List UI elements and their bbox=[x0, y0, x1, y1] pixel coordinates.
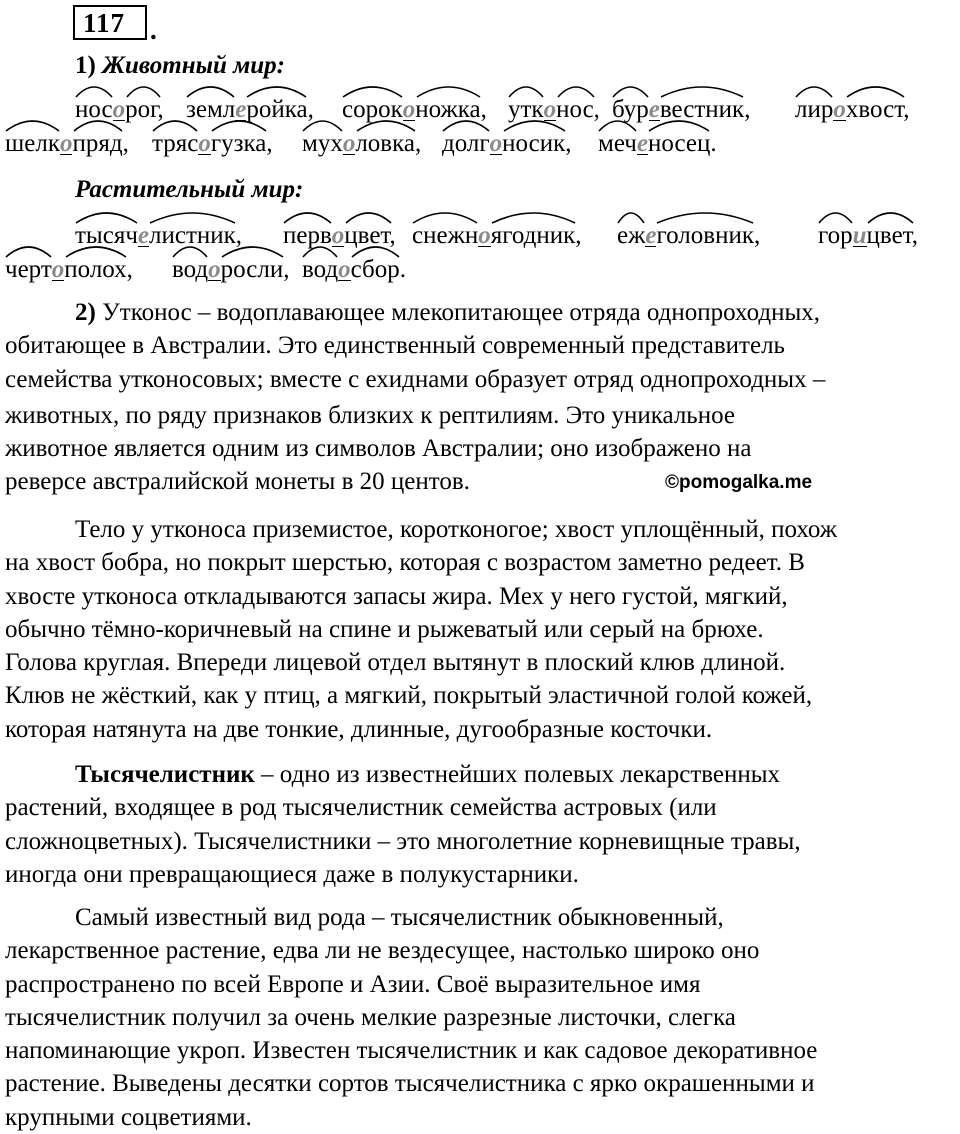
exercise-number-dot: . bbox=[150, 15, 158, 45]
root-part: долг bbox=[442, 130, 490, 157]
root-arc bbox=[345, 208, 392, 224]
root-part: цвет, bbox=[344, 222, 396, 249]
text-line: иногда они превращающиеся даже в полукустарники. bbox=[5, 860, 579, 888]
compound-word bbox=[412, 222, 582, 250]
linking-vowel: е bbox=[636, 130, 648, 157]
linking-vowel: о bbox=[489, 130, 503, 157]
paragraph-platypus-body bbox=[5, 513, 960, 746]
root-part: рог, bbox=[125, 96, 164, 123]
root-arc bbox=[598, 116, 637, 132]
root-arc bbox=[211, 116, 267, 132]
root-arc bbox=[442, 116, 490, 132]
root-arc bbox=[867, 208, 914, 224]
linking-vowel: е bbox=[137, 222, 149, 249]
root-part: полох, bbox=[64, 256, 133, 283]
text-line: сложноцветных). Тысячелистники – это многолетние корневищные травы, bbox=[5, 827, 801, 855]
watermark: ©pomogalka.me bbox=[665, 472, 813, 493]
animal-heading bbox=[75, 52, 285, 80]
paragraph-yarrow-intro bbox=[5, 758, 960, 891]
text-line: – одно из известнейших полевых лекарственных bbox=[254, 761, 781, 788]
root-part: лир bbox=[795, 96, 834, 123]
root-arc bbox=[172, 242, 208, 258]
section-2-number: 2) bbox=[75, 299, 96, 326]
text-line: животных, по ряду признаков близких к рептилиям. Это уникальное bbox=[5, 401, 735, 429]
root-part: земл bbox=[186, 96, 236, 123]
exercise-number-box bbox=[73, 5, 158, 45]
text-line: обитающее в Австралии. Это единственный современный представитель bbox=[5, 332, 785, 360]
text-line: животное является одним из символов Австралии; оно изображено на bbox=[5, 435, 752, 463]
root-part: хвост, bbox=[845, 96, 910, 123]
plant-heading-title: Растительный мир: bbox=[75, 176, 304, 203]
root-part: росли, bbox=[220, 256, 290, 283]
root-part: гор bbox=[818, 222, 853, 249]
root-part: меч bbox=[598, 130, 637, 157]
linking-vowel: о bbox=[478, 222, 491, 249]
text-line: растение. Выведены десятки сортов тысячелистника с ярко окрашенными и bbox=[5, 1070, 815, 1098]
root-arc bbox=[416, 82, 481, 98]
linking-vowel: о bbox=[338, 256, 351, 283]
root-arc bbox=[818, 208, 853, 224]
root-arc bbox=[648, 116, 710, 132]
yarrow-term: Тысячелистник bbox=[75, 761, 255, 788]
compound-word bbox=[302, 130, 421, 158]
root-part: пряд, bbox=[72, 130, 129, 157]
linking-vowel: о bbox=[331, 222, 345, 249]
root-arc bbox=[246, 82, 307, 98]
text-line: напоминающие укроп. Известен тысячелистник и как садовое декоративное bbox=[5, 1037, 818, 1065]
root-arc bbox=[221, 242, 284, 258]
text-line: тысячелистник получил за очень мелкие разрезные листочки, слегка bbox=[5, 1003, 736, 1031]
root-part: еж bbox=[617, 222, 646, 249]
linking-vowel: е bbox=[648, 96, 660, 123]
root-part: головник, bbox=[656, 222, 761, 249]
text-line: на хвост бобра, но покрыт шерстью, которая с возрастом заметно редеет. В bbox=[5, 549, 805, 577]
linking-vowel: о bbox=[342, 130, 356, 157]
compound-word bbox=[302, 256, 406, 284]
root-arc bbox=[152, 116, 198, 132]
root-part: листник, bbox=[149, 222, 243, 249]
text-line: Клюв не жёсткий, как у птиц, а мягкий, покрытый эластичной голой кожей, bbox=[5, 682, 813, 710]
root-part: носец. bbox=[647, 130, 717, 157]
root-arc bbox=[342, 82, 403, 98]
root-arc bbox=[557, 82, 595, 98]
compound-word bbox=[795, 96, 910, 124]
root-arc bbox=[612, 82, 649, 98]
root-part: ройка, bbox=[246, 96, 314, 123]
compound-word bbox=[598, 130, 717, 158]
linking-vowel: о bbox=[402, 96, 416, 123]
text-line: семейства утконосовых; вместе с ехиднами образует отряд однопроходных – bbox=[5, 365, 826, 393]
root-arc bbox=[65, 242, 127, 258]
root-arc bbox=[503, 116, 566, 132]
root-part: ловка, bbox=[355, 130, 422, 157]
root-arc bbox=[508, 82, 544, 98]
root-arc bbox=[75, 208, 138, 224]
root-arc bbox=[656, 208, 754, 224]
root-arc bbox=[351, 242, 400, 258]
root-arc bbox=[795, 82, 833, 98]
text-line: Тело у утконоса приземистое, коротконогое; хвост уплощённый, похож bbox=[75, 516, 838, 543]
root-part: черт bbox=[5, 256, 52, 283]
root-arc bbox=[75, 82, 113, 98]
plant-heading bbox=[75, 176, 303, 204]
root-arc bbox=[149, 208, 236, 224]
root-part: вод bbox=[302, 256, 339, 283]
root-arc bbox=[186, 82, 235, 98]
linking-vowel: о bbox=[59, 130, 73, 157]
root-part: мух bbox=[302, 130, 343, 157]
root-arc bbox=[491, 208, 576, 224]
text-line: растений, входящее в род тысячелистник семейства астровых (или bbox=[5, 794, 717, 822]
compound-word bbox=[172, 256, 289, 284]
root-arc bbox=[617, 208, 645, 224]
root-arc bbox=[73, 116, 123, 132]
compound-word bbox=[152, 130, 273, 158]
root-part: сорок bbox=[342, 96, 403, 123]
text-line: Утконос – водоплавающее млекопитающее отряда однопроходных, bbox=[102, 299, 820, 326]
linking-vowel: и bbox=[852, 222, 867, 249]
linking-vowel: о bbox=[543, 96, 557, 123]
exercise-number: 117 bbox=[83, 8, 126, 38]
linking-vowel: е bbox=[235, 96, 247, 123]
paragraph-yarrow-body bbox=[5, 901, 960, 1134]
root-part: ягодник, bbox=[490, 222, 582, 249]
linking-vowel: е bbox=[645, 222, 657, 249]
compound-word bbox=[442, 130, 572, 158]
text-line: распространено по всей Европе и Азии. Своё выразительное имя bbox=[5, 970, 701, 998]
section-1-number: 1) bbox=[75, 52, 96, 79]
root-arc bbox=[126, 82, 161, 98]
root-part: гузка, bbox=[210, 130, 273, 157]
animal-heading-title: Животный мир: bbox=[102, 52, 285, 79]
root-part: тряс bbox=[152, 130, 199, 157]
root-part: нос, bbox=[556, 96, 600, 123]
text-line: Самый известный вид рода – тысячелистник обыкновенный, bbox=[75, 904, 724, 931]
paragraph-platypus-intro bbox=[5, 296, 960, 499]
root-part: шелк bbox=[5, 130, 60, 157]
root-part: ножка, bbox=[415, 96, 487, 123]
root-part: бур bbox=[612, 96, 649, 123]
root-arc bbox=[846, 82, 905, 98]
text-line: которая натянута на две тонкие, длинные, дугообразные косточки. bbox=[5, 715, 713, 743]
root-part: вод bbox=[172, 256, 209, 283]
root-part: нос bbox=[75, 96, 113, 123]
root-part: сбор. bbox=[350, 256, 407, 283]
compound-word bbox=[5, 256, 133, 284]
root-arc bbox=[356, 116, 416, 132]
text-line: крупными соцветиями. bbox=[5, 1103, 252, 1131]
text-line: хвосте утконоса откладываются запасы жира. Мех у него густой, мягкий, bbox=[5, 582, 788, 610]
linking-vowel: о bbox=[833, 96, 846, 123]
root-arc bbox=[5, 242, 52, 258]
root-part: снежн bbox=[412, 222, 479, 249]
linking-vowel: о bbox=[208, 256, 221, 283]
root-part: цвет, bbox=[866, 222, 918, 249]
root-arc bbox=[5, 116, 60, 132]
root-arc bbox=[660, 82, 744, 98]
root-part: перв bbox=[283, 222, 332, 249]
compound-word bbox=[5, 130, 129, 158]
root-arc bbox=[412, 208, 478, 224]
text-line: обычно тёмно-коричневый на спине и рыжеватый или серый на брюхе. bbox=[5, 615, 764, 643]
linking-vowel: о bbox=[112, 96, 126, 123]
text-line: Голова круглая. Впереди лицевой отдел вытянут в плоский клюв длиной. bbox=[5, 649, 786, 677]
root-arc bbox=[302, 116, 343, 132]
root-arc bbox=[283, 208, 332, 224]
compound-word bbox=[617, 222, 760, 250]
root-arc bbox=[302, 242, 338, 258]
linking-vowel: о bbox=[198, 130, 211, 157]
root-part: утк bbox=[508, 96, 544, 123]
text-line: лекарственное растение, едва ли не вездесущее, настолько широко оно bbox=[5, 937, 760, 965]
root-part: вестник, bbox=[659, 96, 751, 123]
root-part: носик, bbox=[502, 130, 572, 157]
linking-vowel: о bbox=[51, 256, 65, 283]
text-line: реверсе австралийской монеты в 20 центов. bbox=[5, 468, 470, 496]
compound-word bbox=[818, 222, 918, 250]
root-part: тысяч bbox=[75, 222, 138, 249]
